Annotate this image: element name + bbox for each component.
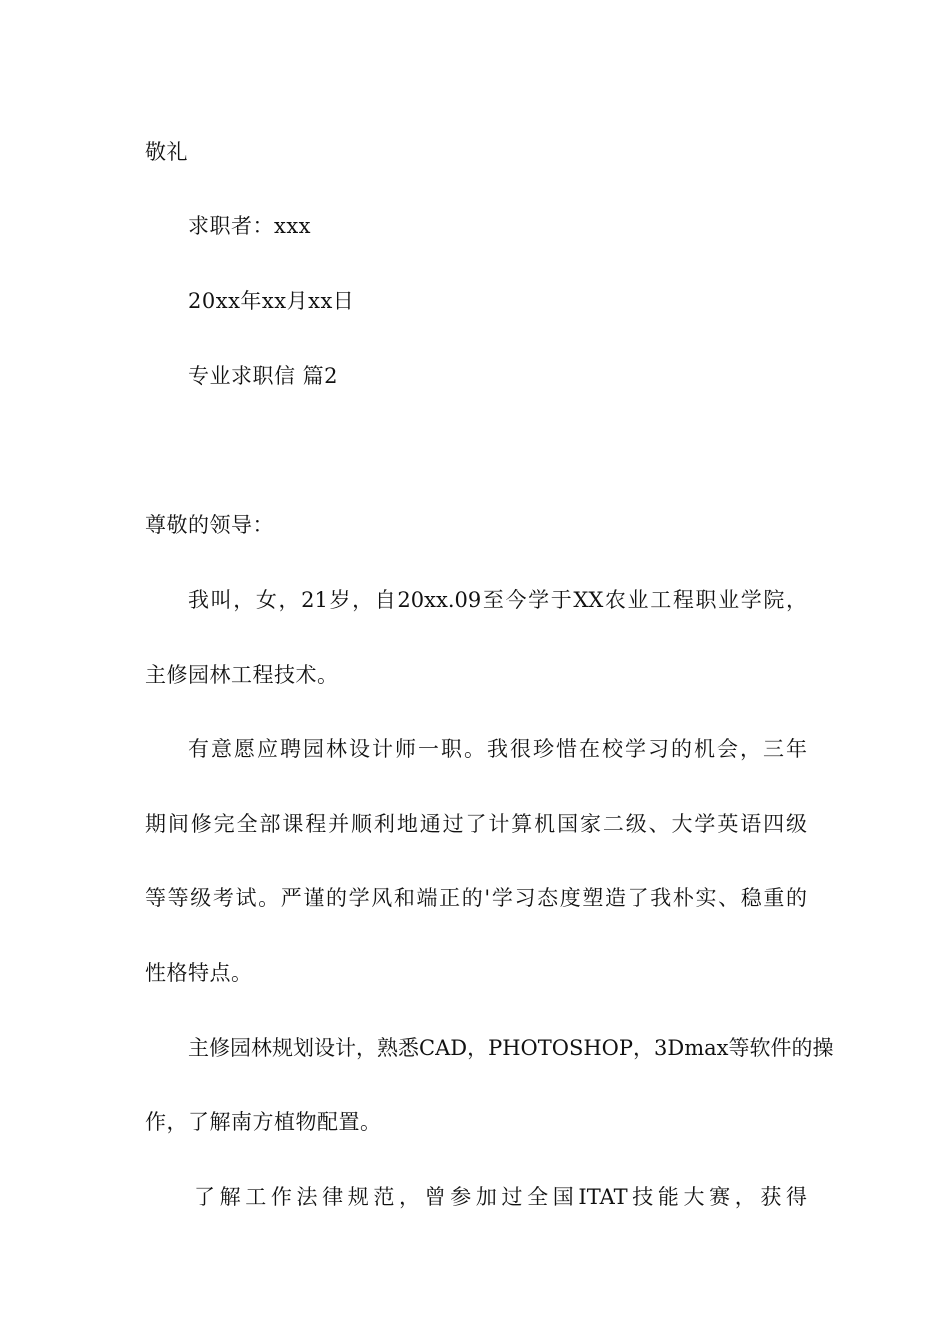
paragraph-3-line-1: 主修园林规划设计，熟悉CAD，PHOTOSHOP，3Dmax等软件的操 bbox=[188, 1036, 834, 1060]
paragraph-1-line-2: 主修园林工程技术。 bbox=[145, 663, 339, 687]
closing-text: 敬礼 bbox=[145, 140, 188, 164]
paragraph-2-line-4: 性格特点。 bbox=[145, 961, 253, 985]
paragraph-2-line-1: 有意愿应聘园林设计师一职。我很珍惜在校学习的机会，三年 bbox=[188, 737, 807, 761]
date-text: 20xx年xx月xx日 bbox=[188, 289, 355, 313]
signature-text: 求职者：xxx bbox=[188, 214, 312, 238]
paragraph-1-line-1: 我叫，女，21岁，自20xx.09至今学于XX农业工程职业学院， bbox=[188, 588, 807, 612]
paragraph-4-line-1: 了解工作法律规范，曾参加过全国ITAT技能大赛，获得 bbox=[194, 1185, 807, 1209]
paragraph-2-line-2: 期间修完全部课程并顺利地通过了计算机国家二级、大学英语四级 bbox=[145, 812, 807, 836]
paragraph-3-line-2: 作，了解南方植物配置。 bbox=[145, 1110, 382, 1134]
salutation-text: 尊敬的领导： bbox=[145, 513, 274, 537]
section-title: 专业求职信 篇2 bbox=[188, 364, 339, 388]
paragraph-2-line-3: 等等级考试。严谨的学风和端正的'学习态度塑造了我朴实、稳重的 bbox=[145, 886, 807, 910]
